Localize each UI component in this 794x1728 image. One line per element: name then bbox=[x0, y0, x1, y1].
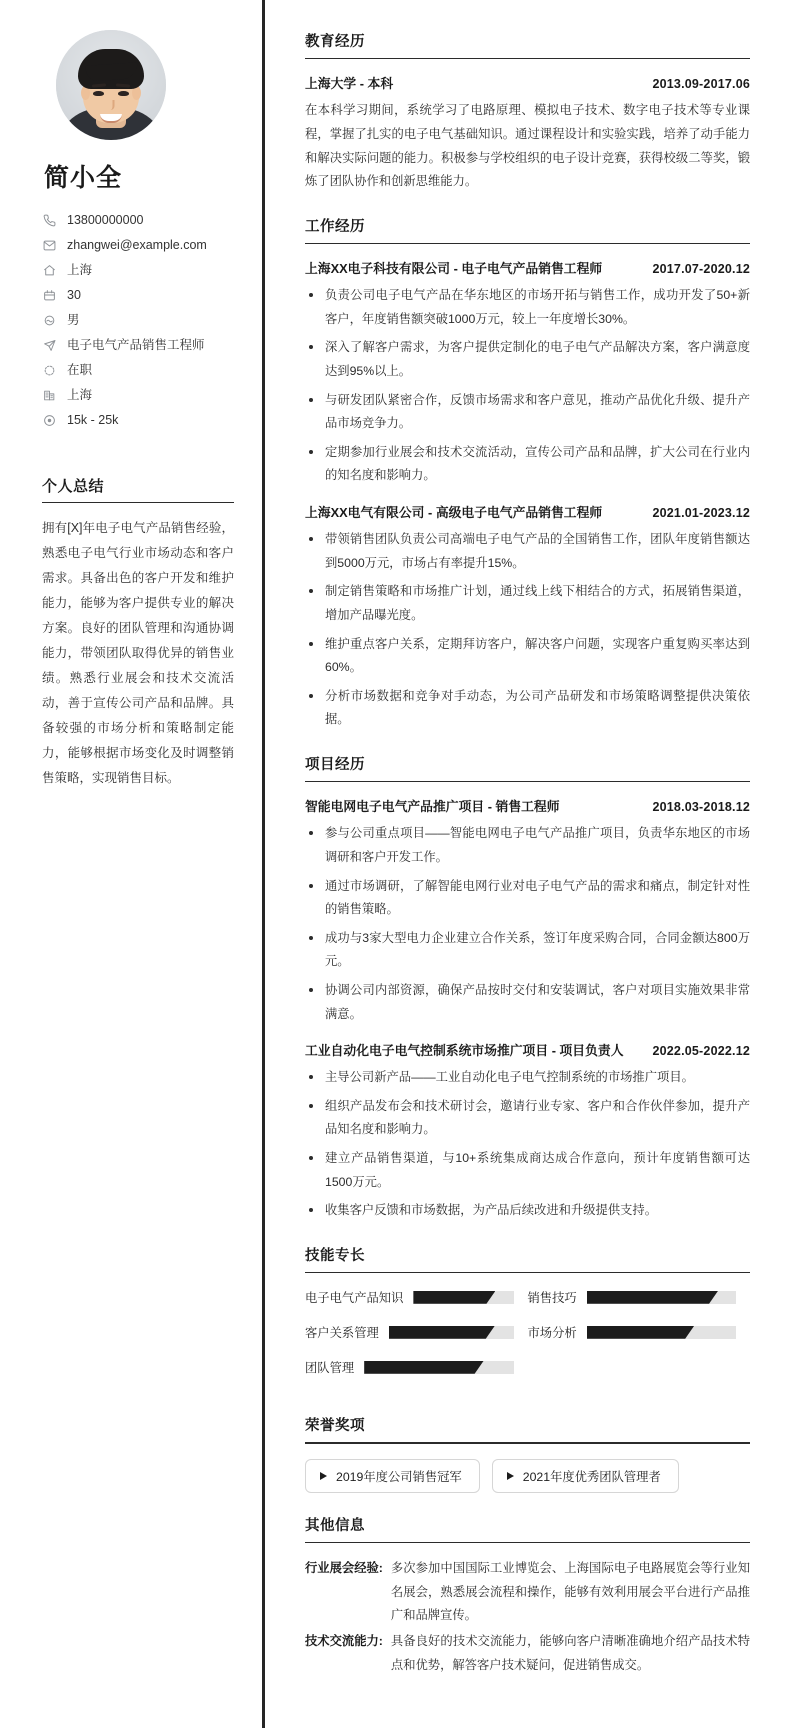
education-title: 教育经历 bbox=[305, 34, 365, 50]
contact-item-location bbox=[42, 258, 234, 283]
entry-title: 上海XX电子科技有限公司 - 电子电气产品销售工程师 bbox=[305, 261, 603, 277]
info-value: 具备良好的技术交流能力，能够向客户清晰准确地介绍产品技术特点和优势，解答客户技术疑问，促进销售成交。 bbox=[390, 1633, 750, 1672]
entry-head bbox=[305, 502, 750, 521]
info-row bbox=[305, 1630, 750, 1677]
entry-date: 2017.07-2020.12 bbox=[652, 262, 750, 277]
contact-item-salary bbox=[42, 408, 234, 433]
skill-progress-track bbox=[364, 1361, 513, 1374]
list-item: 深入了解客户需求，为客户提供定制化的电子电气产品解决方案，客户满意度达到95%以上。 bbox=[305, 336, 750, 383]
list-item: 通过市场调研，了解智能电网行业对电子电气产品的需求和痛点，制定针对性的销售策略。 bbox=[305, 875, 750, 922]
work-title: 工作经历 bbox=[305, 218, 365, 235]
entry-head bbox=[305, 1040, 750, 1059]
list-item: 与研发团队紧密合作，反馈市场需求和客户意见，推动产品优化升级、提升产品市场竞争力。 bbox=[305, 389, 750, 436]
list-item: 收集客户反馈和市场数据，为产品后续改进和升级提供支持。 bbox=[305, 1199, 750, 1223]
contact-list bbox=[42, 208, 234, 433]
honor-label: 2021年度优秀团队管理者 bbox=[522, 1469, 661, 1484]
work-rule bbox=[305, 243, 750, 244]
contact-value: 上海 bbox=[67, 388, 93, 402]
skill-progress-track bbox=[587, 1291, 736, 1304]
contact-value: 上海 bbox=[67, 263, 93, 277]
skills-grid bbox=[305, 1288, 750, 1393]
contact-item-phone bbox=[42, 208, 234, 233]
main-column bbox=[262, 0, 794, 1728]
phone-icon bbox=[42, 214, 56, 228]
projects-rule bbox=[305, 781, 750, 782]
contact-item-age bbox=[42, 283, 234, 308]
list-item: 负责公司电子电气产品在华东地区的市场开拓与销售工作，成功开发了50+新客户，年度销售额突破1000万元，较上一年度增长30%。 bbox=[305, 284, 750, 331]
contact-item-gender bbox=[42, 308, 234, 333]
education-rule bbox=[305, 58, 750, 59]
skills-title: 技能专长 bbox=[305, 1247, 365, 1264]
contact-value: 电子电气产品销售工程师 bbox=[67, 338, 205, 352]
skills-section bbox=[305, 1244, 750, 1393]
list-item: 分析市场数据和竞争对手动态，为公司产品研发和市场策略调整提供决策依据。 bbox=[305, 685, 750, 732]
home-icon bbox=[42, 264, 56, 278]
contact-value: 13800000000 bbox=[67, 213, 144, 227]
skill-label: 团队管理 bbox=[305, 1361, 355, 1376]
skill-label: 客户关系管理 bbox=[305, 1326, 379, 1341]
skill-progress-fill bbox=[413, 1291, 495, 1304]
projects-title: 项目经历 bbox=[305, 756, 365, 773]
entry-date: 2018.03-2018.12 bbox=[652, 800, 750, 815]
bullet-list bbox=[305, 1066, 750, 1223]
info-label: 技术交流能力: bbox=[305, 1633, 383, 1648]
education-section bbox=[305, 30, 750, 194]
candidate-name: 简小全 bbox=[44, 164, 123, 192]
honors-chip-list bbox=[305, 1459, 750, 1493]
list-item: 带领销售团队负责公司高端电子电气产品的全国销售工作，团队年度销售额达到5000万元，市场占有率提升15%。 bbox=[305, 528, 750, 575]
entry-head bbox=[305, 796, 750, 815]
skill-progress-fill bbox=[587, 1326, 694, 1339]
contact-value: 男 bbox=[67, 313, 80, 327]
calendar-icon bbox=[42, 289, 56, 303]
paper-plane-icon bbox=[42, 339, 56, 353]
entry-title: 智能电网电子电气产品推广项目 - 销售工程师 bbox=[305, 799, 560, 815]
skill-row bbox=[305, 1288, 528, 1306]
other-info-section bbox=[305, 1514, 750, 1677]
column-divider bbox=[262, 0, 265, 1728]
skill-row bbox=[528, 1323, 751, 1341]
work-entry bbox=[305, 502, 750, 732]
entry-head bbox=[305, 258, 750, 277]
contact-value: 30 bbox=[67, 288, 81, 302]
contact-value: 15k - 25k bbox=[67, 413, 119, 427]
entry-date: 2022.05-2022.12 bbox=[652, 1044, 750, 1059]
building-icon bbox=[42, 389, 56, 403]
entry-date: 2021.01-2023.12 bbox=[652, 506, 750, 521]
honor-chip bbox=[492, 1459, 679, 1493]
skill-progress-track bbox=[587, 1326, 736, 1339]
triangle-icon bbox=[507, 1472, 514, 1480]
education-entry bbox=[305, 73, 750, 193]
triangle-icon bbox=[320, 1472, 327, 1480]
refresh-icon bbox=[42, 364, 56, 378]
honor-chip bbox=[305, 1459, 480, 1493]
skill-label: 销售技巧 bbox=[527, 1291, 577, 1306]
entry-title: 上海XX电气有限公司 - 高级电子电气产品销售工程师 bbox=[305, 505, 603, 521]
list-item: 参与公司重点项目——智能电网电子电气产品推广项目，负责华东地区的市场调研和客户开发工作。 bbox=[305, 822, 750, 869]
skill-row bbox=[528, 1288, 751, 1306]
list-item: 定期参加行业展会和技术交流活动，宣传公司产品和品牌，扩大公司在行业内的知名度和影响力。 bbox=[305, 441, 750, 488]
skills-rule bbox=[305, 1272, 750, 1273]
list-item: 主导公司新产品——工业自动化电子电气控制系统的市场推广项目。 bbox=[305, 1066, 750, 1090]
list-item: 组织产品发布会和技术研讨会，邀请行业专家、客户和合作伙伴参加，提升产品知名度和影响力。 bbox=[305, 1095, 750, 1142]
summary-title: 个人总结 bbox=[42, 478, 105, 495]
contact-value: 在职 bbox=[67, 363, 93, 377]
project-entry bbox=[305, 1040, 750, 1223]
project-entry bbox=[305, 796, 750, 1026]
work-entry bbox=[305, 258, 750, 488]
other-info-rule bbox=[305, 1542, 750, 1543]
summary-rule bbox=[42, 502, 234, 503]
list-item: 成功与3家大型电力企业建立合作关系，签订年度采购合同，合同金额达800万元。 bbox=[305, 927, 750, 974]
skill-progress-fill bbox=[364, 1361, 483, 1374]
honor-label: 2019年度公司销售冠军 bbox=[336, 1469, 462, 1484]
info-value: 多次参加中国国际工业博览会、上海国际电子电路展览会等行业知名展会，熟悉展会流程和操作，能够有效利用展会平台进行产品推广和品牌宣传。 bbox=[390, 1561, 750, 1623]
avatar bbox=[56, 30, 166, 140]
skill-row bbox=[305, 1358, 528, 1376]
honors-title: 荣誉奖项 bbox=[305, 1418, 365, 1435]
list-item: 协调公司内部资源，确保产品按时交付和安装调试，客户对项目实施效果非常满意。 bbox=[305, 979, 750, 1026]
skill-progress-fill bbox=[389, 1326, 495, 1339]
entry-title: 工业自动化电子电气控制系统市场推广项目 - 项目负责人 bbox=[305, 1043, 624, 1059]
other-info-title: 其他信息 bbox=[305, 1517, 365, 1534]
target-icon bbox=[42, 414, 56, 428]
entry-date: 2013.09-2017.06 bbox=[652, 77, 750, 92]
list-item: 建立产品销售渠道，与10+系统集成商达成合作意向，预计年度销售额可达1500万元。 bbox=[305, 1147, 750, 1194]
work-section bbox=[305, 215, 750, 732]
bullet-list bbox=[305, 528, 750, 732]
bullet-list bbox=[305, 822, 750, 1026]
contact-item-position bbox=[42, 333, 234, 358]
envelope-icon bbox=[42, 239, 56, 253]
honors-section bbox=[305, 1414, 750, 1492]
bullet-list bbox=[305, 284, 750, 488]
summary-text: 拥有[X]年电子电气产品销售经验，熟悉电子电气行业市场动态和客户需求。具备出色的客户开发和维护能力，能够为客户提供专业的解决方案。良好的团队管理和沟通协调能力，带领团队取得优异的销售业绩。熟悉行业展会和技术交流活动，善于宣传公司产品和品牌。具备较强的市场分析和策略制定能力，能够根据市场变化及时调整销售策略，实现销售目标。 bbox=[42, 521, 234, 785]
entry-description: 在本科学习期间，系统学习了电路原理、模拟电子技术、数字电子技术等专业课程，掌握了扎实的电子电气基础知识。通过课程设计和实验实践，培养了动手能力和解决实际问题的能力。积极参与学校组织的电子设计竞赛，获得校级二等奖，锻炼了团队协作和创新思维能力。 bbox=[305, 103, 750, 189]
gender-icon bbox=[42, 314, 56, 328]
info-row bbox=[305, 1557, 750, 1628]
skill-label: 电子电气产品知识 bbox=[305, 1291, 404, 1306]
honors-rule bbox=[305, 1442, 750, 1443]
skill-progress-fill bbox=[587, 1291, 718, 1304]
contact-value: zhangwei@example.com bbox=[67, 238, 207, 252]
entry-title: 上海大学 - 本科 bbox=[305, 76, 394, 92]
info-list bbox=[305, 1557, 750, 1677]
skill-progress-track bbox=[413, 1291, 513, 1304]
projects-section bbox=[305, 753, 750, 1223]
skill-label: 市场分析 bbox=[527, 1326, 577, 1341]
list-item: 制定销售策略和市场推广计划，通过线上线下相结合的方式，拓展销售渠道，增加产品曝光度。 bbox=[305, 580, 750, 627]
skill-row bbox=[305, 1323, 528, 1341]
contact-item-status bbox=[42, 358, 234, 383]
entry-head bbox=[305, 73, 750, 92]
info-label: 行业展会经验: bbox=[305, 1561, 383, 1576]
contact-item-email bbox=[42, 233, 234, 258]
sidebar bbox=[0, 0, 262, 1728]
summary-section bbox=[42, 475, 234, 791]
skill-progress-track bbox=[389, 1326, 514, 1339]
contact-item-city bbox=[42, 383, 234, 408]
list-item: 维护重点客户关系，定期拜访客户，解决客户问题，实现客户重复购买率达到60%。 bbox=[305, 633, 750, 680]
